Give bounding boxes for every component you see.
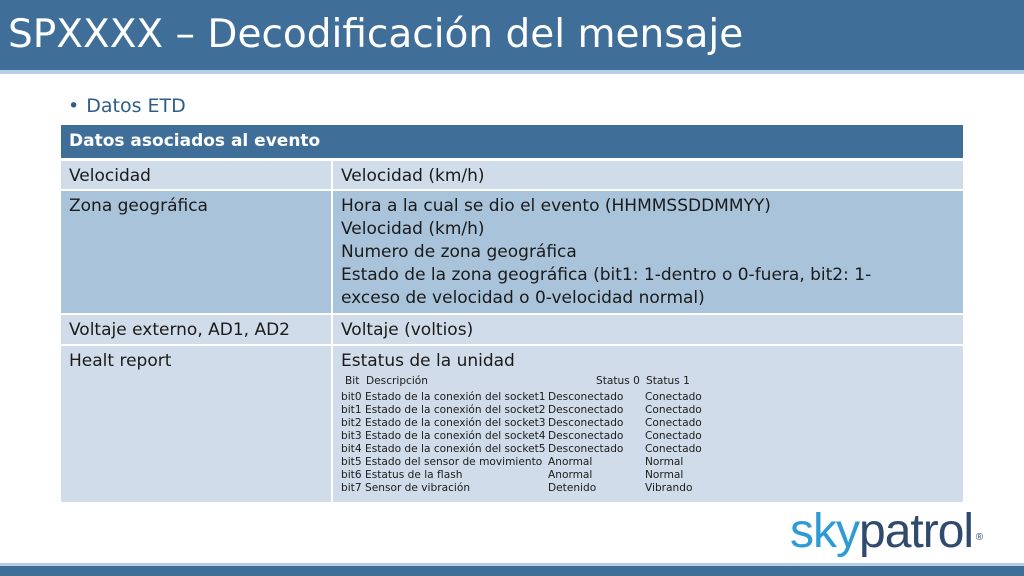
logo-sky: sky (790, 505, 859, 558)
row-value (333, 346, 963, 502)
status-s0: Desconectado (548, 391, 624, 403)
status-desc: Estatus de la flash (365, 469, 463, 481)
event-data-table (61, 125, 963, 502)
status-s0: Desconectado (548, 430, 624, 442)
status-bit: bit6 (341, 469, 362, 481)
row-label: Healt report (61, 346, 333, 502)
bullet-text: Datos ETD (86, 95, 186, 117)
row-value-line: Hora a la cual se dio el evento (HHMMSSDDMMYY) (341, 196, 771, 216)
status-row (341, 404, 957, 417)
row-value-line: Velocidad (km/h) (341, 219, 485, 239)
table-row (61, 346, 963, 502)
status-bit: bit3 (341, 430, 362, 442)
status-row (341, 391, 957, 404)
status-bit: bit4 (341, 443, 362, 455)
status-row (341, 456, 957, 469)
status-header-s0: Status 0 (596, 375, 640, 387)
row-value (333, 191, 963, 313)
status-desc: Estado de la conexión del socket2 (365, 404, 546, 416)
logo-patrol: patrol (859, 505, 974, 558)
status-table-header (341, 375, 957, 388)
table-row (61, 315, 963, 346)
title-bar (0, 0, 1024, 70)
row-value (333, 161, 963, 189)
status-desc: Estado de la conexión del socket1 (365, 391, 546, 403)
status-bit: bit0 (341, 391, 362, 403)
status-header-bit: Bit (345, 375, 360, 387)
bullet-item (68, 95, 186, 117)
row-value-line: Estado de la zona geográfica (bit1: 1-dentro o 0-fuera, bit2: 1- (341, 265, 872, 285)
status-s1: Normal (645, 469, 684, 481)
status-bit: bit5 (341, 456, 362, 468)
table-header-row (61, 125, 963, 161)
status-s1: Conectado (645, 417, 702, 429)
slide-title: SPXXXX – Decodificación del mensaje (8, 12, 744, 57)
status-s1: Conectado (645, 430, 702, 442)
status-s0: Detenido (548, 482, 597, 494)
row-value-line: Estatus de la unidad (341, 351, 515, 371)
status-desc: Sensor de vibración (365, 482, 471, 494)
status-s1: Conectado (645, 391, 702, 403)
status-header-desc: Descripción (366, 375, 429, 387)
status-s1: Vibrando (645, 482, 693, 494)
title-divider (0, 70, 1024, 74)
status-bit-table (341, 375, 957, 495)
status-row (341, 469, 957, 482)
row-value-line: Velocidad (km/h) (341, 166, 485, 186)
status-s1: Conectado (645, 443, 702, 455)
table-row (61, 191, 963, 315)
row-value-line: exceso de velocidad o 0-velocidad normal) (341, 288, 705, 308)
status-s0: Desconectado (548, 404, 624, 416)
status-s0: Desconectado (548, 417, 624, 429)
logo-registered-mark: ® (975, 532, 984, 543)
status-desc: Estado de la conexión del socket5 (365, 443, 546, 455)
skypatrol-logo (790, 502, 984, 562)
status-row (341, 443, 957, 456)
status-bit: bit2 (341, 417, 362, 429)
status-bit: bit1 (341, 404, 362, 416)
status-bit: bit7 (341, 482, 362, 494)
status-row (341, 417, 957, 430)
status-row (341, 482, 957, 495)
footer-bar (0, 566, 1024, 576)
status-desc: Estado de la conexión del socket3 (365, 417, 546, 429)
table-row (61, 161, 963, 191)
status-desc: Estado del sensor de movimiento (365, 456, 543, 468)
status-desc: Estado de la conexión del socket4 (365, 430, 546, 442)
status-header-s1: Status 1 (646, 375, 690, 387)
status-s0: Anormal (548, 456, 593, 468)
status-s1: Conectado (645, 404, 702, 416)
table-header: Datos asociados al evento (69, 131, 321, 151)
row-label: Zona geográfica (61, 191, 333, 313)
status-s1: Normal (645, 456, 684, 468)
status-row (341, 430, 957, 443)
bullet-dot: • (68, 95, 80, 117)
row-label: Voltaje externo, AD1, AD2 (61, 315, 333, 344)
status-s0: Desconectado (548, 443, 624, 455)
row-value-line: Numero de zona geográfica (341, 242, 577, 262)
row-value (333, 315, 963, 344)
status-s0: Anormal (548, 469, 593, 481)
row-label: Velocidad (61, 161, 333, 189)
row-value-line: Voltaje (voltios) (341, 320, 474, 340)
